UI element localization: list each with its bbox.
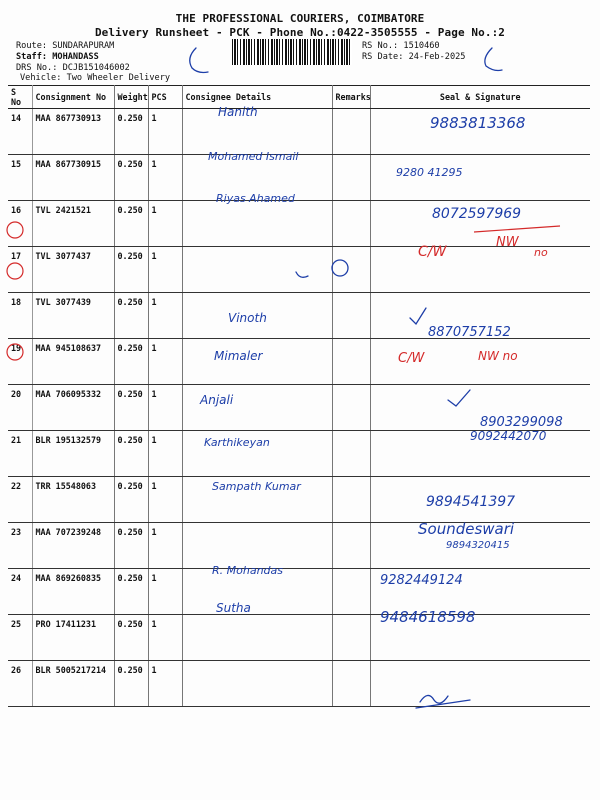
table-row [8, 385, 590, 431]
drs-number: DRS No.: DCJB151046002 [16, 63, 130, 73]
row-consignment: TVL 2421521 [32, 201, 114, 247]
phone-24: 9894320415 [446, 540, 510, 551]
row-consignment: BLR 5005217214 [32, 661, 114, 707]
table-row [8, 431, 590, 477]
row-consignee [182, 109, 332, 155]
row-weight: 0.250 [114, 385, 148, 431]
row-consignee [182, 339, 332, 385]
consignee-name-20: Mimaler [214, 349, 263, 363]
row-sno: 17 [8, 247, 32, 293]
row-sno: 18 [8, 293, 32, 339]
row-pcs: 1 [148, 615, 182, 661]
row-seal [370, 477, 590, 523]
consignee-name-21: Anjali [200, 393, 234, 407]
phone-15: 9280 41295 [396, 166, 463, 179]
company-title: THE PROFESSIONAL COURIERS, COIMBATORE [175, 12, 425, 25]
row-weight: 0.250 [114, 569, 148, 615]
row-weight: 0.250 [114, 523, 148, 569]
row-consignee [182, 247, 332, 293]
row-pcs: 1 [148, 477, 182, 523]
row-consignment: MAA 867730913 [32, 109, 114, 155]
phone-16: 8072597969 [432, 206, 522, 222]
row-seal [370, 661, 590, 707]
row-seal [370, 385, 590, 431]
row-pcs: 1 [148, 385, 182, 431]
table-row [8, 155, 590, 201]
row-consignee [182, 615, 332, 661]
row-consignment: MAA 707239248 [32, 523, 114, 569]
row-pcs: 1 [148, 661, 182, 707]
note-17-nw: NW [496, 235, 519, 250]
row-consignee [182, 661, 332, 707]
row-weight: 0.250 [114, 293, 148, 339]
row-remarks [332, 247, 370, 293]
col-consignment: Consignment No [32, 86, 114, 109]
row-consignee [182, 201, 332, 247]
consignee-name-14: Hanith [218, 105, 258, 119]
row-sno: 19 [8, 339, 32, 385]
row-sno: 26 [8, 661, 32, 707]
row-remarks [332, 155, 370, 201]
row-sno: 15 [8, 155, 32, 201]
col-seal: Seal & Signature [370, 86, 590, 109]
consignee-name-19: Vinoth [228, 311, 267, 325]
consignee-name-22: Karthikeyan [204, 436, 270, 449]
col-weight: Weight [114, 86, 148, 109]
row-weight: 0.250 [114, 247, 148, 293]
row-remarks [332, 385, 370, 431]
table-row [8, 477, 590, 523]
row-seal [370, 247, 590, 293]
table-row [8, 109, 590, 155]
barcode [232, 39, 352, 65]
row-consignment: MAA 869260835 [32, 569, 114, 615]
row-sno: 14 [8, 109, 32, 155]
row-sno: 20 [8, 385, 32, 431]
row-weight: 0.250 [114, 661, 148, 707]
note-17-no: no [534, 246, 548, 259]
row-remarks [332, 109, 370, 155]
row-sno: 22 [8, 477, 32, 523]
header-scribble-2 [485, 48, 502, 71]
row-seal [370, 109, 590, 155]
table-row [8, 615, 590, 661]
row-sno: 24 [8, 569, 32, 615]
row-consignee [182, 293, 332, 339]
runsheet-table [8, 85, 590, 707]
row-consignee [182, 523, 332, 569]
consignee-name-15: Mohamed Ismail [208, 150, 299, 163]
row-remarks [332, 293, 370, 339]
table-header-row [8, 86, 590, 109]
row-remarks [332, 477, 370, 523]
note-20-nw: NW no [478, 349, 518, 363]
row-consignment: PRO 17411231 [32, 615, 114, 661]
rs-date: RS Date: 24-Feb-2025 [362, 52, 466, 62]
row-weight: 0.250 [114, 477, 148, 523]
row-remarks [332, 615, 370, 661]
row-consignee [182, 431, 332, 477]
row-pcs: 1 [148, 339, 182, 385]
row-weight: 0.250 [114, 615, 148, 661]
row-pcs: 1 [148, 523, 182, 569]
row-sno: 25 [8, 615, 32, 661]
row-pcs: 1 [148, 247, 182, 293]
table-row [8, 201, 590, 247]
header-scribble-1 [190, 48, 208, 73]
consignee-name-23: Sampath Kumar [212, 480, 301, 493]
row-seal [370, 293, 590, 339]
row-consignee [182, 385, 332, 431]
row-consignment: TVL 3077439 [32, 293, 114, 339]
row-consignment: TVL 3077437 [32, 247, 114, 293]
row-consignment: TRR 15548063 [32, 477, 114, 523]
table-row [8, 569, 590, 615]
table-row [8, 293, 590, 339]
row-consignment: BLR 195132579 [32, 431, 114, 477]
row-remarks [332, 339, 370, 385]
consignee-name-16: Riyas Ahamed [216, 192, 295, 205]
row-consignment: MAA 867730915 [32, 155, 114, 201]
row-pcs: 1 [148, 109, 182, 155]
row-pcs: 1 [148, 431, 182, 477]
row-consignee [182, 155, 332, 201]
row-seal [370, 339, 590, 385]
phone-22: 9092442070 [470, 429, 547, 443]
row-seal [370, 569, 590, 615]
row-seal [370, 615, 590, 661]
col-sno: S No [8, 86, 32, 109]
row-pcs: 1 [148, 201, 182, 247]
row-weight: 0.250 [114, 109, 148, 155]
phone-19: 8870757152 [428, 325, 511, 340]
phone-26: 9484618598 [380, 608, 476, 626]
row-sno: 23 [8, 523, 32, 569]
table-row [8, 523, 590, 569]
route-label: Route: SUNDARAPURAM [16, 41, 115, 51]
row-remarks [332, 431, 370, 477]
row-pcs: 1 [148, 155, 182, 201]
row-weight: 0.250 [114, 155, 148, 201]
signature-24: Soundeswari [418, 520, 515, 538]
staff-label: Staff: MOHANDASS [16, 52, 99, 62]
phone-21: 8903299098 [480, 415, 563, 430]
phone-14: 9883813368 [430, 114, 526, 132]
note-17-cw: C/W [418, 244, 447, 260]
row-seal [370, 523, 590, 569]
table-row [8, 339, 590, 385]
col-remarks: Remarks [332, 86, 370, 109]
rs-number: RS No.: 1510460 [362, 41, 440, 51]
row-pcs: 1 [148, 293, 182, 339]
row-consignment: MAA 706095332 [32, 385, 114, 431]
note-20-cw: C/W [398, 351, 425, 366]
row-remarks [332, 569, 370, 615]
runsheet-subtitle: Delivery Runsheet - PCK - Phone No.:0422-3505555 - Page No.:2 [94, 26, 506, 39]
row-consignment: MAA 945108637 [32, 339, 114, 385]
row-weight: 0.250 [114, 201, 148, 247]
row-weight: 0.250 [114, 431, 148, 477]
row-consignee [182, 477, 332, 523]
table-row [8, 661, 590, 707]
row-weight: 0.250 [114, 339, 148, 385]
row-remarks [332, 523, 370, 569]
row-seal [370, 201, 590, 247]
vehicle-label: Vehicle: Two Wheeler Delivery [20, 73, 171, 83]
col-pcs: PCS [148, 86, 182, 109]
consignee-name-25: R. Mohandas [212, 564, 283, 577]
row-seal [370, 431, 590, 477]
table-row [8, 247, 590, 293]
row-remarks [332, 661, 370, 707]
col-consignee: Consignee Details [182, 86, 332, 109]
consignee-name-26: Sutha [216, 601, 251, 615]
row-consignee [182, 569, 332, 615]
row-remarks [332, 201, 370, 247]
phone-23: 9894541397 [426, 494, 516, 510]
row-sno: 16 [8, 201, 32, 247]
row-seal [370, 155, 590, 201]
phone-25: 9282449124 [380, 573, 463, 588]
row-sno: 21 [8, 431, 32, 477]
row-pcs: 1 [148, 569, 182, 615]
